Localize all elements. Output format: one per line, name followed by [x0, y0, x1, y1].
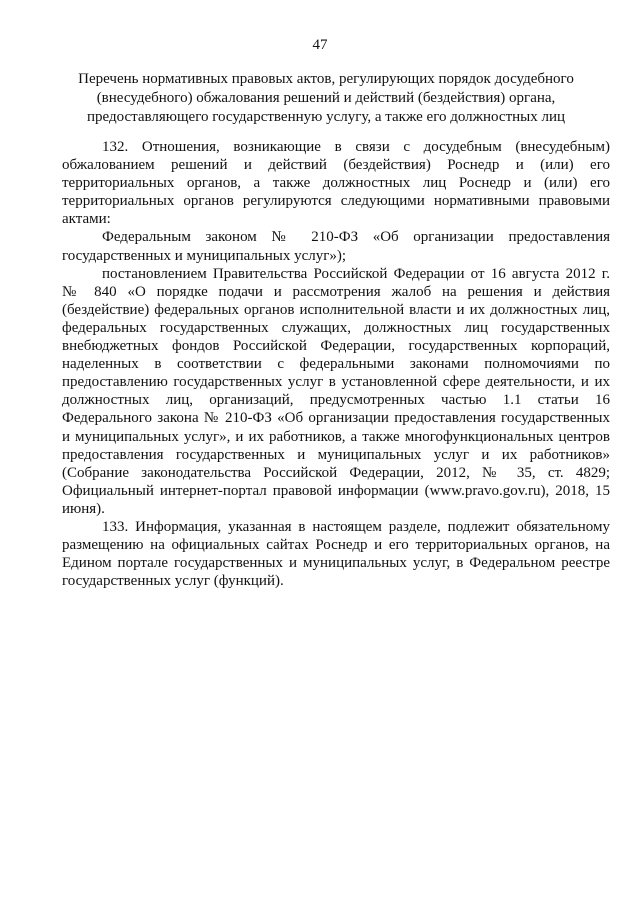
heading-line-1: Перечень нормативных правовых актов, регулирующих порядок досудебного	[78, 71, 574, 87]
paragraph-line: должностных лиц, организаций, предусмотренных частью 1.1 статьи 16	[62, 392, 610, 409]
paragraph-line: актами:	[62, 211, 111, 228]
paragraph-line: 133. Информация, указанная в настоящем разделе, подлежит обязательному	[102, 518, 610, 535]
paragraph-line: и муниципальных услуг», и их работников, а также многофункциональных центров	[62, 428, 610, 445]
heading-line-2: (внесудебного) обжалования решений и действий (бездействия) органа,	[96, 90, 556, 106]
paragraph-line: Федерального закона № 210-ФЗ «Об организации предоставления государственных	[62, 410, 610, 427]
paragraph-law-210	[62, 228, 610, 264]
paragraph-line: федеральных государственных служащих, должностных лиц государственных	[62, 319, 610, 336]
paragraph-line: территориальных органов, а также должностных лиц Роснедр и (или) его	[62, 175, 610, 192]
paragraph-line: государственных услуг (функций).	[62, 573, 284, 590]
paragraph-133	[62, 518, 610, 590]
page-number: 47	[312, 37, 328, 53]
paragraph-line: постановлением Правительства Российской Федерации от 16 августа 2012 г.	[102, 265, 610, 282]
paragraph-line: № 840 «О порядке подачи и рассмотрения жалоб на решения и действия	[62, 283, 610, 300]
paragraph-132	[62, 138, 610, 228]
heading-line-3: предоставляющего государственную услугу, а также его должностных лиц	[86, 109, 566, 125]
paragraph-line: предоставления государственных и муниципальных услуг и их работников»	[62, 446, 610, 463]
paragraph-line: (Собрание законодательства Российской Федерации, 2012, № 35, ст. 4829;	[62, 464, 610, 481]
paragraph-line: Официальный интернет-портал правовой информации (www.pravo.gov.ru), 2018, 15	[62, 482, 610, 499]
paragraph-resolution-840	[62, 265, 610, 518]
paragraph-line: июня).	[62, 500, 105, 517]
paragraph-line: государственных и муниципальных услуг»);	[62, 247, 347, 264]
paragraph-line: обжалованием решений и действий (бездействия) Роснедр и (или) его	[62, 157, 610, 174]
section-heading	[62, 70, 590, 127]
document-body	[62, 138, 610, 590]
paragraph-line: территориальных органов регулируются следующими нормативными правовыми	[62, 193, 610, 210]
paragraph-line: Едином портале государственных и муниципальных услуг, в Федеральном реестре	[62, 555, 610, 572]
paragraph-line: наделенных в соответствии с федеральными законами полномочиями по	[62, 356, 610, 373]
paragraph-line: (бездействие) федеральных органов исполнительной власти и их должностных лиц,	[62, 301, 610, 318]
paragraph-line: размещению на официальных сайтах Роснедр и его территориальных органов, на	[62, 537, 610, 554]
paragraph-line: 132. Отношения, возникающие в связи с досудебным (внесудебным)	[102, 139, 610, 155]
paragraph-line: внебюджетных фондов Российской Федерации, государственных корпораций,	[62, 338, 610, 355]
paragraph-line: Федеральным законом № 210-ФЗ «Об организации предоставления	[102, 229, 610, 246]
paragraph-line: предоставлению государственных услуг в установленной сфере деятельности, и их	[62, 374, 610, 391]
